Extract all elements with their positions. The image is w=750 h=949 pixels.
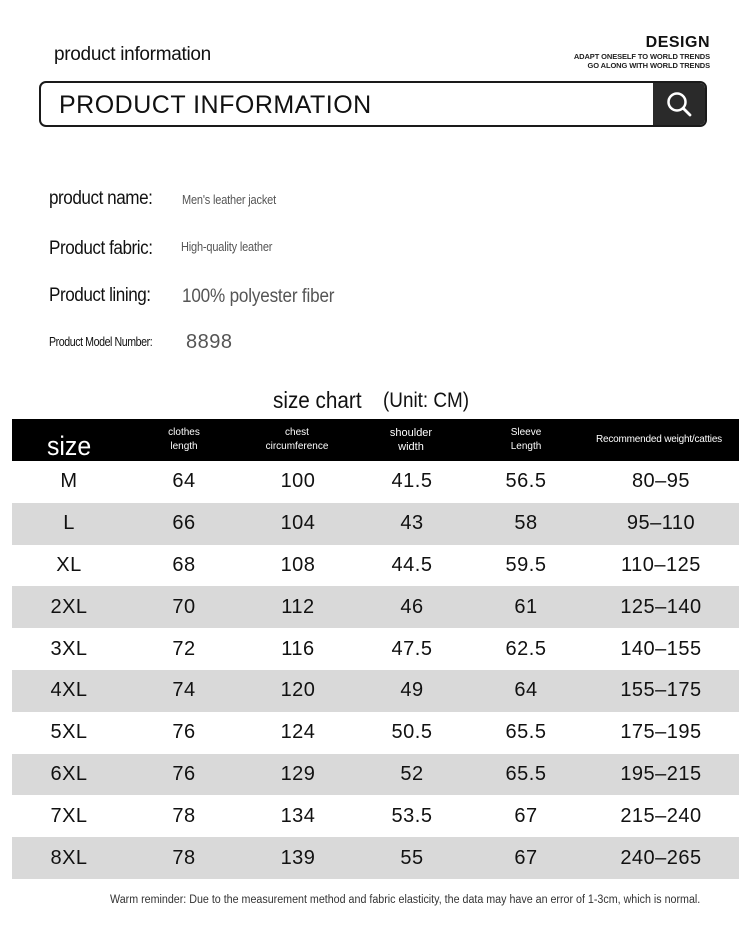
size-chart-title: size chart: [273, 387, 362, 413]
cell-weight: 140–155: [620, 637, 702, 660]
cell-clothes-length: 74: [172, 679, 196, 702]
header-size: size: [46, 431, 92, 461]
cell-clothes-length: 72: [172, 637, 196, 660]
cell-shoulder: 43: [400, 512, 424, 535]
cell-chest: 139: [280, 846, 316, 869]
cell-shoulder: 47.5: [391, 637, 433, 660]
cell-weight: 240–265: [620, 846, 702, 869]
cell-chest: 134: [280, 804, 316, 827]
cell-chest: 112: [281, 595, 315, 618]
product-fabric-label: Product fabric:: [49, 238, 153, 259]
cell-weight: 95–110: [626, 512, 696, 535]
table-row: [12, 461, 739, 503]
cell-size: 5XL: [50, 721, 88, 744]
cell-shoulder: 49: [400, 679, 424, 702]
cell-shoulder: 46: [400, 595, 424, 618]
cell-weight: 80–95: [631, 470, 691, 493]
search-bar-text: PRODUCT INFORMATION: [59, 91, 372, 119]
cell-size: 7XL: [50, 804, 88, 827]
cell-sleeve: 61: [514, 595, 538, 618]
header-chest-line-2: circumference: [265, 441, 329, 452]
product-model-label: Product Model Number:: [49, 335, 153, 349]
product-name-label: product name:: [49, 188, 153, 209]
cell-shoulder: 50.5: [391, 721, 433, 744]
cell-clothes-length: 78: [172, 804, 196, 827]
product-lining-label: Product lining:: [49, 285, 151, 306]
cell-weight: 125–140: [620, 595, 702, 618]
header-sleeve-length: [476, 419, 576, 461]
cell-weight: 110–125: [621, 553, 701, 576]
cell-sleeve: 64: [514, 679, 538, 702]
cell-chest: 100: [280, 470, 316, 493]
design-title: DESIGN: [645, 34, 710, 51]
cell-size: 4XL: [50, 679, 88, 702]
cell-sleeve: 67: [514, 846, 538, 869]
search-button[interactable]: [653, 83, 705, 125]
cell-clothes-length: 68: [172, 553, 196, 576]
cell-weight: 155–175: [620, 679, 702, 702]
size-chart-unit: (Unit: CM): [383, 389, 470, 412]
size-table-header: [12, 419, 739, 461]
table-row: [12, 586, 739, 628]
cell-size: 2XL: [50, 595, 88, 618]
cell-shoulder: 55: [400, 846, 424, 869]
header-chest-line-1: chest: [285, 427, 309, 438]
warm-reminder: Warm reminder: Due to the measurement method and fabric elasticity, the data may have an error of 1-3cm, which is normal.: [110, 894, 701, 906]
cell-weight: 215–240: [620, 804, 702, 827]
header-chest-circumference: [247, 419, 347, 461]
cell-shoulder: 52: [400, 762, 424, 785]
table-row: [12, 712, 739, 754]
size-table: [12, 419, 739, 879]
cell-chest: 104: [280, 512, 316, 535]
cell-sleeve: 59.5: [505, 553, 547, 576]
product-name-value: Men's leather jacket: [182, 193, 276, 207]
header-clothes-length-line-2: length: [170, 441, 198, 452]
table-row: [12, 503, 739, 545]
cell-clothes-length: 64: [172, 470, 196, 493]
cell-sleeve: 56.5: [505, 470, 547, 493]
design-slogan-line-1: ADAPT ONESELF TO WORLD TRENDS: [573, 52, 710, 61]
product-fabric-value: High-quality leather: [181, 240, 273, 254]
table-row: [12, 795, 739, 837]
header-recommended-weight: Recommended weight/catties: [596, 434, 722, 445]
cell-weight: 195–215: [620, 762, 702, 785]
cell-sleeve: 58: [514, 512, 538, 535]
section-label: product information: [54, 44, 211, 65]
search-icon: [665, 90, 693, 118]
cell-size: 6XL: [50, 762, 88, 785]
table-row: [12, 545, 739, 587]
table-row: [12, 670, 739, 712]
design-slogan-line-2: GO ALONG WITH WORLD TRENDS: [587, 61, 710, 70]
search-bar[interactable]: [39, 81, 707, 127]
cell-sleeve: 62.5: [505, 637, 547, 660]
cell-size: L: [63, 512, 75, 535]
header-clothes-length-line-1: clothes: [168, 427, 200, 438]
cell-size: XL: [56, 553, 82, 576]
cell-chest: 116: [281, 637, 315, 660]
cell-weight: 175–195: [620, 721, 702, 744]
cell-chest: 129: [280, 762, 316, 785]
header-shoulder-line-1: shoulder: [389, 427, 433, 439]
cell-sleeve: 65.5: [505, 721, 547, 744]
cell-sleeve: 67: [514, 804, 538, 827]
cell-clothes-length: 66: [172, 512, 196, 535]
cell-shoulder: 41.5: [391, 470, 433, 493]
cell-shoulder: 44.5: [391, 553, 433, 576]
cell-size: 3XL: [50, 637, 88, 660]
cell-clothes-length: 70: [172, 595, 196, 618]
header-sleeve-line-1: Sleeve: [510, 427, 542, 438]
cell-chest: 124: [280, 721, 316, 744]
cell-chest: 120: [280, 679, 316, 702]
table-row: [12, 628, 739, 670]
size-table-body: [12, 461, 739, 879]
cell-clothes-length: 76: [172, 721, 196, 744]
cell-shoulder: 53.5: [391, 804, 433, 827]
cell-size: M: [60, 470, 78, 493]
design-slogan: [574, 34, 710, 70]
header-shoulder-line-2: width: [398, 441, 424, 453]
cell-sleeve: 65.5: [505, 762, 547, 785]
cell-chest: 108: [280, 553, 316, 576]
table-row: [12, 837, 739, 879]
header-sleeve-line-2: Length: [510, 441, 542, 452]
cell-size: 8XL: [50, 846, 88, 869]
cell-clothes-length: 78: [172, 846, 196, 869]
header-shoulder-width: [361, 419, 461, 461]
product-model-value: 8898: [186, 331, 233, 353]
cell-clothes-length: 76: [172, 762, 196, 785]
table-row: [12, 754, 739, 796]
product-lining-value: 100% polyester fiber: [182, 286, 335, 307]
header-clothes-length: [134, 419, 234, 461]
